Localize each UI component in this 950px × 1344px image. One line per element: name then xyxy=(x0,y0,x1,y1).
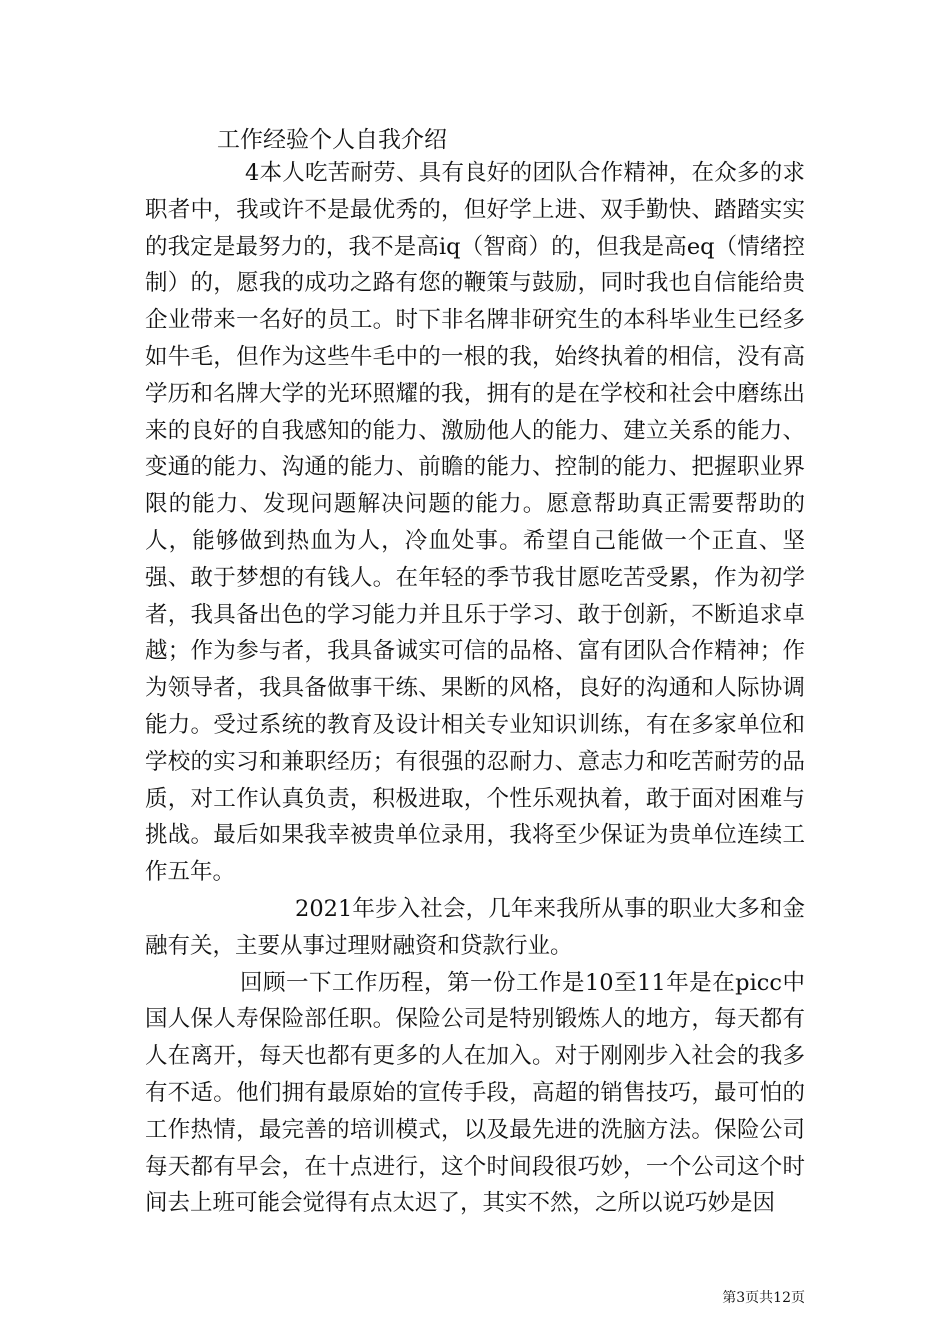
paragraph-self-introduction: 4本人吃苦耐劳、具有良好的团队合作精神，在众多的求职者中，我或许不是最优秀的，但好学上进、双手勤快、踏踏实实的我定是最努力的，我不是高iq（智商）的，但我是高eq（情绪控制）的，愿我的成功之路有您的鞭策与鼓励，同时我也自信能给贵企业带来一名好的员工。时下非名牌非研究生的本科毕业生已经多如牛毛，但作为这些牛毛中的一根的我，始终执着的相信，没有高学历和名牌大学的光环照耀的我，拥有的是在学校和社会中磨练出来的良好的自我感知的能力、激励他人的能力、建立关系的能力、变通的能力、沟通的能力、前瞻的能力、控制的能力、把握职业界限的能力、发现问题解决问题的能力。愿意帮助真正需要帮助的人，能够做到热血为人，冷血处事。希望自己能做一个正直、坚强、敢于梦想的有钱人。在年轻的季节我甘愿吃苦受累，作为初学者，我具备出色的学习能力并且乐于学习、敢于创新，不断追求卓越；作为参与者，我具备诚实可信的品格、富有团队合作精神；作为领导者，我具备做事干练、果断的风格，良好的沟通和人际协调能力。受过系统的教育及设计相关专业知识训练，有在多家单位和学校的实习和兼职经历；有很强的忍耐力、意志力和吃苦耐劳的品质，对工作认真负责，积极进取，个性乐观执着，敢于面对困难与挑战。最后如果我幸被贵单位录用，我将至少保证为贵单位连续工作五年。 xyxy=(145,160,805,886)
document-title: 工作经验个人自我介绍 xyxy=(217,127,447,153)
paragraph-career-start: 2021年步入社会，几年来我所从事的职业大多和金融有关，主要从事过理财融资和贷款行业。 xyxy=(145,895,805,959)
paragraph-work-history: 回顾一下工作历程，第一份工作是10至11年是在picc中国人保人寿保险部任职。保险公司是特别锻炼人的地方，每天都有人在离开，每天也都有更多的人在加入。对于刚刚步入社会的我多有不适。他们拥有最原始的宣传手段，高超的销售技巧，最可怕的工作热情，最完善的培训模式，以及最先进的洗脑方法。保险公司每天都有早会，在十点进行，这个时间段很巧妙，一个公司这个时间去上班可能会觉得有点太迟了，其实不然，之所以说巧妙是因 xyxy=(145,969,805,1217)
document-body xyxy=(145,155,805,1222)
page-number-footer: 第3页共12页 xyxy=(722,1290,805,1306)
